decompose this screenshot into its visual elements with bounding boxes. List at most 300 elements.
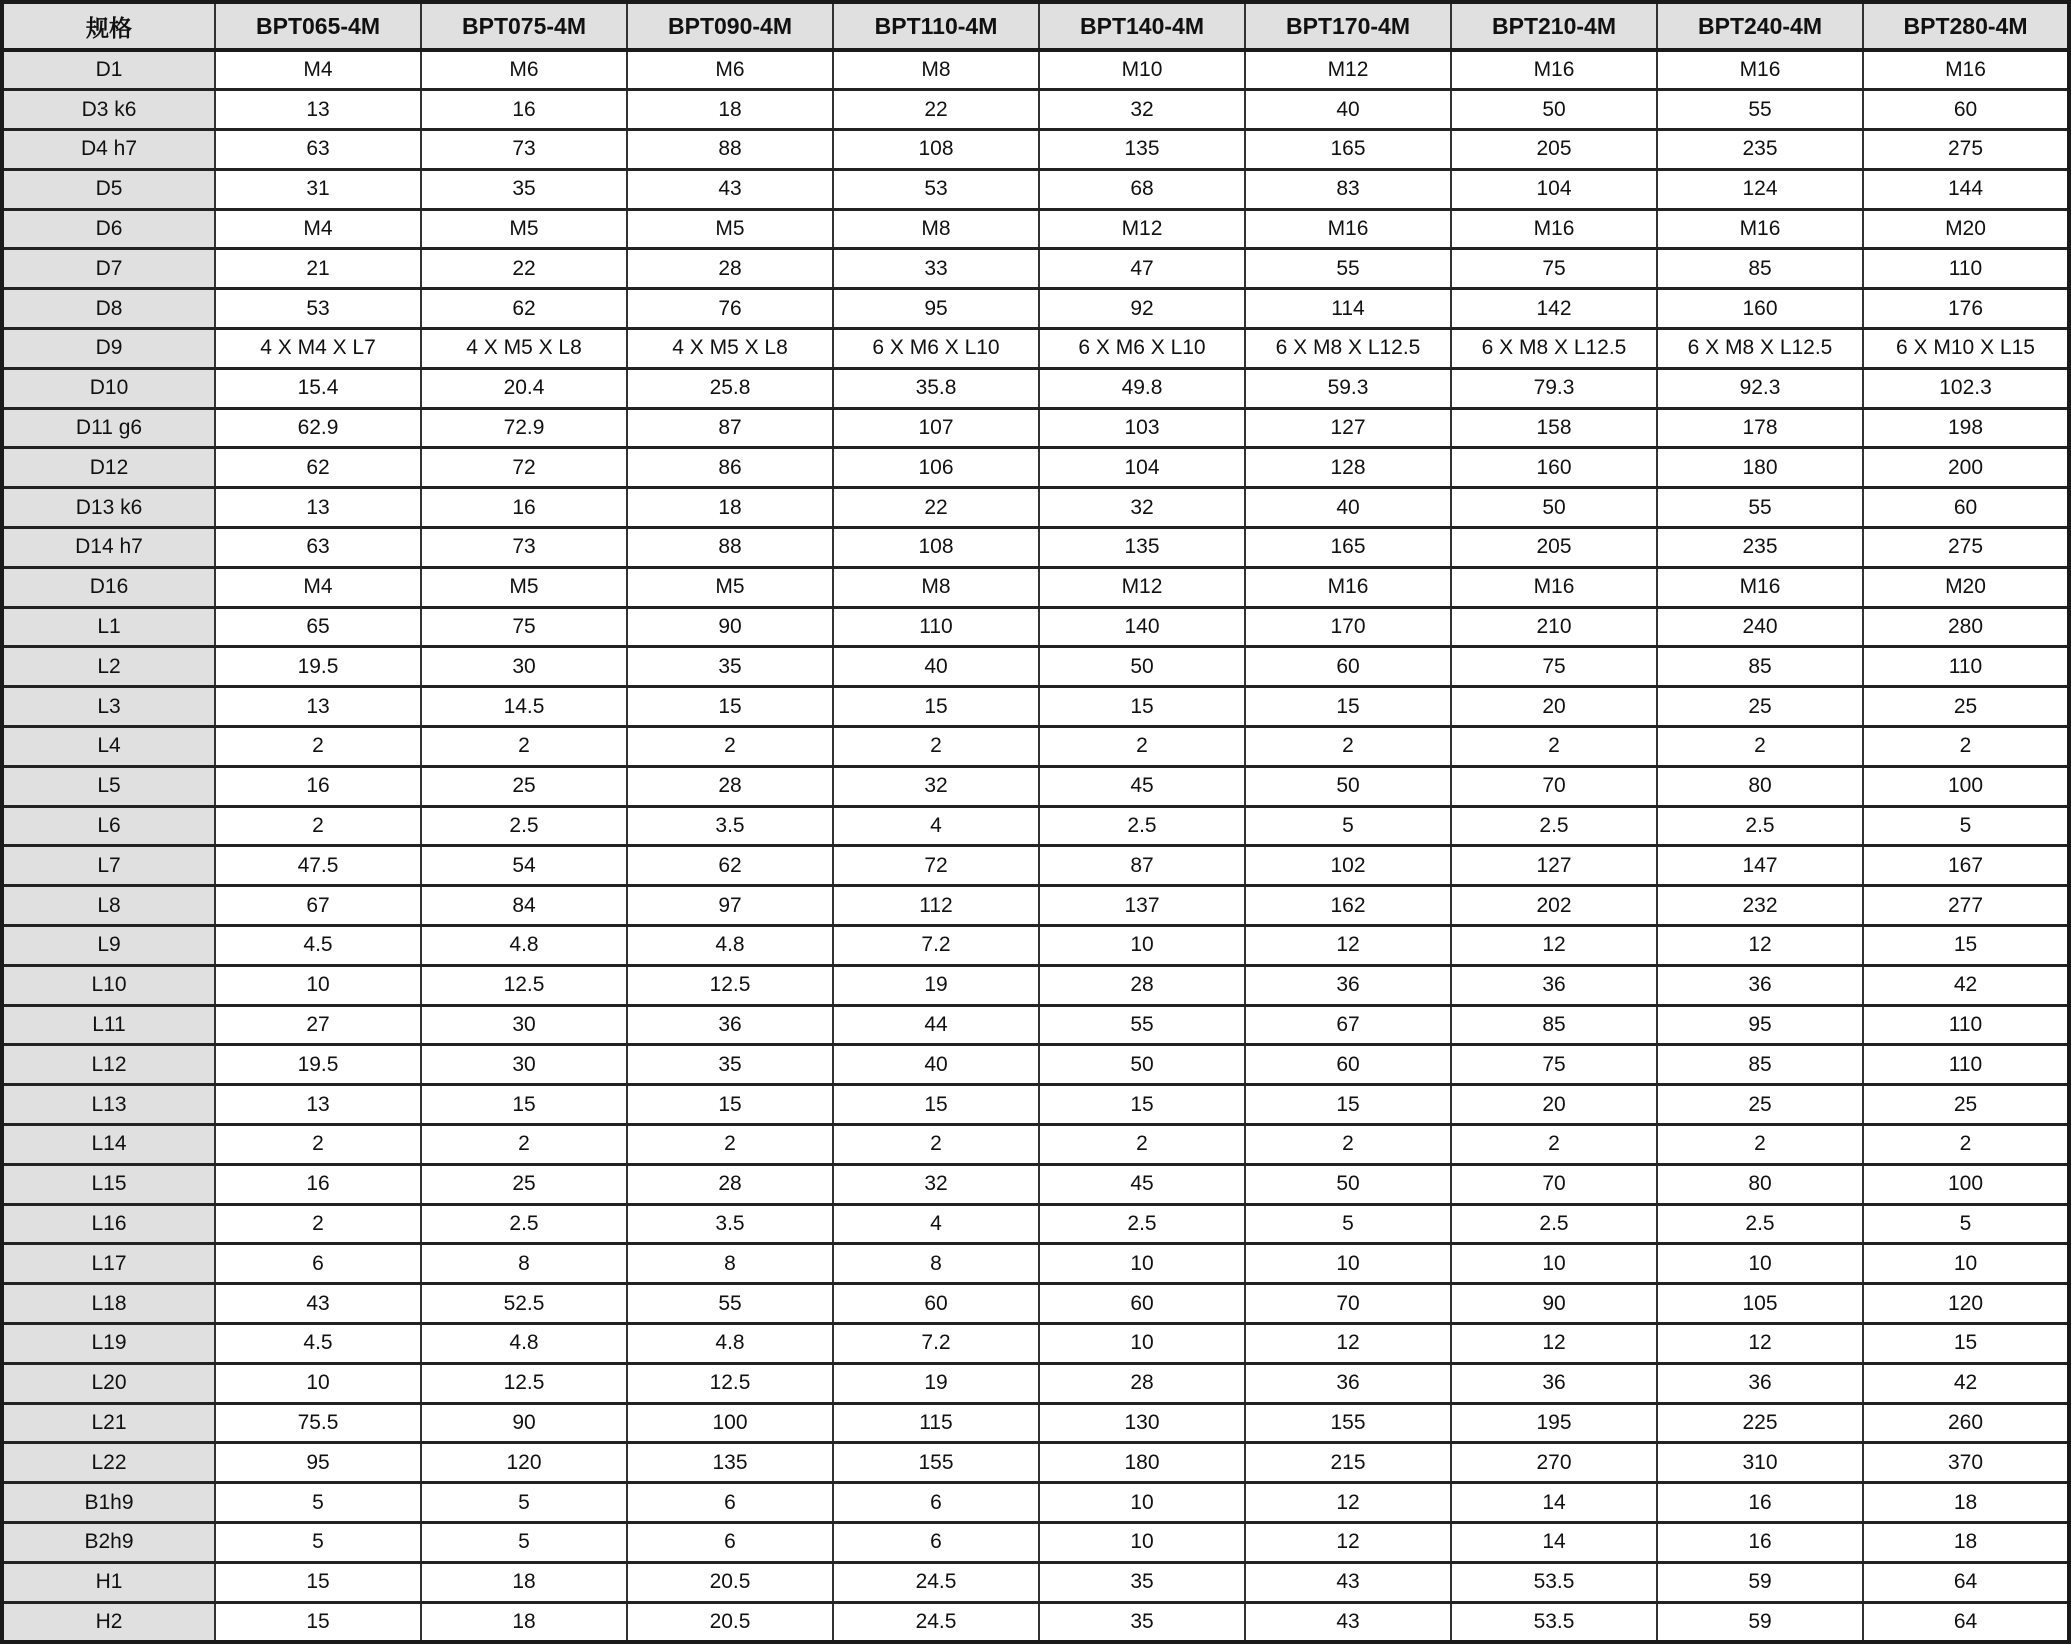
value-cell: 22 [833,488,1039,528]
table-row [2,607,2069,647]
value-cell: 5 [1245,806,1451,846]
value-cell: 104 [1451,169,1657,209]
row-label-cell: L2 [2,647,215,687]
value-cell: 165 [1245,528,1451,568]
value-cell: 75 [421,607,627,647]
row-label-cell: D8 [2,289,215,329]
table-row [2,926,2069,966]
value-cell: 198 [1863,408,2069,448]
value-cell: 40 [833,1045,1039,1085]
value-cell: 5 [1863,806,2069,846]
value-cell: 35 [627,1045,833,1085]
value-cell: 84 [421,886,627,926]
value-cell: 10 [1863,1244,2069,1284]
value-cell: 90 [627,607,833,647]
value-cell: 12 [1451,1324,1657,1364]
value-cell: 2 [1039,727,1245,767]
row-label-cell: L18 [2,1284,215,1324]
value-cell: 6 X M6 X L10 [1039,329,1245,369]
value-cell: 67 [215,886,421,926]
value-cell: 65 [215,607,421,647]
value-cell: 88 [627,528,833,568]
value-cell: 20.5 [627,1602,833,1642]
value-cell: 12 [1657,926,1863,966]
value-cell: 130 [1039,1403,1245,1443]
table-row [2,90,2069,130]
value-cell: 87 [1039,846,1245,886]
value-cell: 4 [833,1204,1039,1244]
value-cell: 135 [1039,528,1245,568]
value-cell: M16 [1451,50,1657,90]
row-label-cell: L19 [2,1324,215,1364]
value-cell: 2.5 [1451,806,1657,846]
row-label-cell: L6 [2,806,215,846]
value-cell: 162 [1245,886,1451,926]
table-row [2,1284,2069,1324]
value-cell: 10 [1657,1244,1863,1284]
value-cell: 73 [421,130,627,170]
value-cell: 32 [1039,90,1245,130]
table-row [2,687,2069,727]
value-cell: M20 [1863,567,2069,607]
value-cell: 8 [627,1244,833,1284]
value-cell: 7.2 [833,1324,1039,1364]
value-cell: 18 [1863,1483,2069,1523]
value-cell: 2 [421,1125,627,1165]
value-cell: 2 [627,1125,833,1165]
value-cell: M16 [1245,209,1451,249]
table-row [2,1204,2069,1244]
value-cell: 83 [1245,169,1451,209]
value-cell: 3.5 [627,806,833,846]
row-label-cell: D1 [2,50,215,90]
value-cell: 25 [421,1164,627,1204]
value-cell: 135 [1039,130,1245,170]
value-cell: 2 [1451,1125,1657,1165]
value-cell: 59 [1657,1562,1863,1602]
value-cell: 205 [1451,130,1657,170]
value-cell: 275 [1863,528,2069,568]
row-label-cell: L1 [2,607,215,647]
table-row [2,886,2069,926]
value-cell: M16 [1657,567,1863,607]
value-cell: M6 [627,50,833,90]
value-cell: 10 [1039,1522,1245,1562]
table-row [2,408,2069,448]
value-cell: 43 [215,1284,421,1324]
table-row [2,1045,2069,1085]
value-cell: 100 [1863,766,2069,806]
value-cell: M8 [833,50,1039,90]
table-row [2,1363,2069,1403]
value-cell: 2.5 [1657,1204,1863,1244]
value-cell: 50 [1245,766,1451,806]
value-cell: 12 [1451,926,1657,966]
table-row [2,249,2069,289]
value-cell: 165 [1245,130,1451,170]
value-cell: 33 [833,249,1039,289]
row-label-cell: D11 g6 [2,408,215,448]
value-cell: 49.8 [1039,368,1245,408]
row-label-cell: D6 [2,209,215,249]
value-cell: 15 [1863,926,2069,966]
value-cell: 43 [1245,1602,1451,1642]
table-row [2,1483,2069,1523]
row-label-cell: B2h9 [2,1522,215,1562]
value-cell: 15 [1863,1324,2069,1364]
value-cell: 75 [1451,249,1657,289]
value-cell: 6 [833,1522,1039,1562]
table-row [2,528,2069,568]
table-row [2,1443,2069,1483]
value-cell: 137 [1039,886,1245,926]
table-row [2,727,2069,767]
table-row [2,806,2069,846]
value-cell: 28 [627,1164,833,1204]
row-label-cell: L17 [2,1244,215,1284]
value-cell: 22 [421,249,627,289]
value-cell: 10 [1039,1244,1245,1284]
value-cell: 60 [1863,488,2069,528]
value-cell: 235 [1657,130,1863,170]
table-row [2,448,2069,488]
value-cell: 87 [627,408,833,448]
table-row [2,766,2069,806]
value-cell: 28 [627,766,833,806]
value-cell: 2 [215,806,421,846]
value-cell: 6 [627,1522,833,1562]
value-cell: 4 [833,806,1039,846]
row-label-cell: L22 [2,1443,215,1483]
value-cell: 120 [1863,1284,2069,1324]
value-cell: 210 [1451,607,1657,647]
value-cell: M16 [1451,567,1657,607]
row-label-cell: D13 k6 [2,488,215,528]
value-cell: 4.5 [215,926,421,966]
value-cell: 14 [1451,1522,1657,1562]
value-cell: 50 [1245,1164,1451,1204]
value-cell: 128 [1245,448,1451,488]
value-cell: 36 [1245,1363,1451,1403]
value-cell: 2.5 [1039,1204,1245,1244]
column-header-cell: BPT140-4M [1039,2,1245,50]
value-cell: 15 [215,1562,421,1602]
value-cell: 110 [1863,647,2069,687]
value-cell: 59 [1657,1602,1863,1642]
value-cell: 6 X M6 X L10 [833,329,1039,369]
corner-header-cell: 规格 [2,2,215,50]
value-cell: 19 [833,965,1039,1005]
value-cell: 16 [421,488,627,528]
value-cell: 15 [833,1085,1039,1125]
value-cell: 44 [833,1005,1039,1045]
value-cell: 240 [1657,607,1863,647]
table-row [2,130,2069,170]
value-cell: 180 [1039,1443,1245,1483]
value-cell: 68 [1039,169,1245,209]
value-cell: 12 [1245,926,1451,966]
value-cell: 52.5 [421,1284,627,1324]
value-cell: 47 [1039,249,1245,289]
column-header-cell: BPT065-4M [215,2,421,50]
value-cell: 63 [215,528,421,568]
value-cell: M8 [833,209,1039,249]
value-cell: 35 [421,169,627,209]
value-cell: 6 [215,1244,421,1284]
value-cell: 92 [1039,289,1245,329]
value-cell: M10 [1039,50,1245,90]
value-cell: 2 [1451,727,1657,767]
value-cell: 35 [627,647,833,687]
column-header-cell: BPT090-4M [627,2,833,50]
value-cell: 4 X M5 X L8 [421,329,627,369]
value-cell: 42 [1863,965,2069,1005]
table-row [2,1403,2069,1443]
table-row [2,1562,2069,1602]
value-cell: M20 [1863,209,2069,249]
value-cell: 18 [627,90,833,130]
value-cell: 55 [627,1284,833,1324]
value-cell: 2 [1039,1125,1245,1165]
value-cell: 112 [833,886,1039,926]
value-cell: 103 [1039,408,1245,448]
value-cell: 275 [1863,130,2069,170]
value-cell: 2 [215,727,421,767]
value-cell: 4 X M4 X L7 [215,329,421,369]
value-cell: 10 [1245,1244,1451,1284]
value-cell: 108 [833,528,1039,568]
value-cell: 127 [1245,408,1451,448]
value-cell: 16 [421,90,627,130]
value-cell: 63 [215,130,421,170]
row-label-cell: L13 [2,1085,215,1125]
value-cell: 15 [1245,687,1451,727]
row-label-cell: D10 [2,368,215,408]
value-cell: 15.4 [215,368,421,408]
value-cell: 2 [1863,1125,2069,1165]
value-cell: 280 [1863,607,2069,647]
value-cell: 178 [1657,408,1863,448]
value-cell: 4.8 [421,1324,627,1364]
value-cell: 32 [833,766,1039,806]
value-cell: 2 [627,727,833,767]
value-cell: 47.5 [215,846,421,886]
value-cell: 90 [1451,1284,1657,1324]
table-row [2,169,2069,209]
value-cell: 70 [1245,1284,1451,1324]
value-cell: 53.5 [1451,1562,1657,1602]
value-cell: 80 [1657,766,1863,806]
value-cell: 86 [627,448,833,488]
row-label-cell: L9 [2,926,215,966]
table-row [2,1522,2069,1562]
value-cell: 27 [215,1005,421,1045]
value-cell: 4.8 [627,926,833,966]
value-cell: 12 [1245,1483,1451,1523]
value-cell: 6 X M8 X L12.5 [1451,329,1657,369]
value-cell: 10 [1039,1324,1245,1364]
value-cell: 64 [1863,1562,2069,1602]
value-cell: 15 [215,1602,421,1642]
value-cell: 15 [833,687,1039,727]
value-cell: 14 [1451,1483,1657,1523]
value-cell: 2.5 [421,1204,627,1244]
value-cell: 205 [1451,528,1657,568]
value-cell: 5 [421,1522,627,1562]
value-cell: M5 [627,567,833,607]
value-cell: 30 [421,1005,627,1045]
value-cell: 4 X M5 X L8 [627,329,833,369]
value-cell: 13 [215,1085,421,1125]
table-row [2,965,2069,1005]
value-cell: 2 [215,1125,421,1165]
value-cell: 104 [1039,448,1245,488]
table-row [2,368,2069,408]
value-cell: 4.8 [627,1324,833,1364]
value-cell: 50 [1451,90,1657,130]
value-cell: 43 [1245,1562,1451,1602]
value-cell: 19.5 [215,1045,421,1085]
row-label-cell: D12 [2,448,215,488]
value-cell: 53 [215,289,421,329]
value-cell: M12 [1039,567,1245,607]
value-cell: 170 [1245,607,1451,647]
value-cell: 114 [1245,289,1451,329]
table-row [2,1085,2069,1125]
value-cell: 107 [833,408,1039,448]
value-cell: 160 [1657,289,1863,329]
value-cell: 147 [1657,846,1863,886]
value-cell: 21 [215,249,421,289]
value-cell: M16 [1451,209,1657,249]
value-cell: M16 [1657,50,1863,90]
value-cell: 25 [1657,1085,1863,1125]
value-cell: 135 [627,1443,833,1483]
value-cell: 2 [1245,727,1451,767]
value-cell: 92.3 [1657,368,1863,408]
value-cell: 14.5 [421,687,627,727]
value-cell: 60 [1039,1284,1245,1324]
value-cell: 73 [421,528,627,568]
value-cell: 85 [1657,647,1863,687]
value-cell: 16 [1657,1522,1863,1562]
value-cell: 8 [833,1244,1039,1284]
value-cell: 75 [1451,647,1657,687]
value-cell: 108 [833,130,1039,170]
value-cell: 32 [1039,488,1245,528]
value-cell: 72 [421,448,627,488]
value-cell: M16 [1863,50,2069,90]
value-cell: 50 [1451,488,1657,528]
value-cell: 62 [215,448,421,488]
value-cell: 18 [421,1602,627,1642]
value-cell: 2 [215,1204,421,1244]
value-cell: 155 [833,1443,1039,1483]
value-cell: 53.5 [1451,1602,1657,1642]
row-label-cell: L15 [2,1164,215,1204]
value-cell: 155 [1245,1403,1451,1443]
value-cell: 5 [421,1483,627,1523]
value-cell: 12.5 [627,965,833,1005]
column-header-cell: BPT280-4M [1863,2,2069,50]
value-cell: 62 [627,846,833,886]
value-cell: M6 [421,50,627,90]
row-label-cell: D3 k6 [2,90,215,130]
value-cell: 24.5 [833,1602,1039,1642]
value-cell: 88 [627,130,833,170]
value-cell: M4 [215,567,421,607]
value-cell: M4 [215,50,421,90]
value-cell: 100 [627,1403,833,1443]
value-cell: 43 [627,169,833,209]
value-cell: 10 [215,1363,421,1403]
value-cell: 36 [1245,965,1451,1005]
value-cell: 5 [1245,1204,1451,1244]
row-label-cell: D7 [2,249,215,289]
value-cell: 70 [1451,766,1657,806]
row-label-cell: L8 [2,886,215,926]
value-cell: 105 [1657,1284,1863,1324]
row-label-cell: D16 [2,567,215,607]
value-cell: 40 [1245,488,1451,528]
value-cell: 180 [1657,448,1863,488]
value-cell: 53 [833,169,1039,209]
table-header [2,2,2069,50]
value-cell: 15 [1039,687,1245,727]
table-row [2,1005,2069,1045]
value-cell: 102 [1245,846,1451,886]
value-cell: 15 [627,687,833,727]
value-cell: 167 [1863,846,2069,886]
value-cell: 24.5 [833,1562,1039,1602]
row-label-cell: L20 [2,1363,215,1403]
value-cell: 22 [833,90,1039,130]
value-cell: 25 [1657,687,1863,727]
value-cell: 31 [215,169,421,209]
value-cell: 45 [1039,766,1245,806]
row-label-cell: L11 [2,1005,215,1045]
value-cell: 13 [215,687,421,727]
value-cell: 90 [421,1403,627,1443]
value-cell: 144 [1863,169,2069,209]
value-cell: 36 [1657,965,1863,1005]
value-cell: 260 [1863,1403,2069,1443]
row-label-cell: D4 h7 [2,130,215,170]
value-cell: 16 [215,1164,421,1204]
value-cell: 75.5 [215,1403,421,1443]
value-cell: 25 [1863,1085,2069,1125]
row-label-cell: L21 [2,1403,215,1443]
value-cell: M4 [215,209,421,249]
value-cell: 235 [1657,528,1863,568]
value-cell: 18 [1863,1522,2069,1562]
value-cell: 4.8 [421,926,627,966]
value-cell: 20 [1451,687,1657,727]
value-cell: 2 [833,1125,1039,1165]
row-label-cell: L10 [2,965,215,1005]
value-cell: 55 [1245,249,1451,289]
value-cell: 200 [1863,448,2069,488]
value-cell: 100 [1863,1164,2069,1204]
value-cell: 36 [1657,1363,1863,1403]
value-cell: 79.3 [1451,368,1657,408]
value-cell: 106 [833,448,1039,488]
value-cell: 18 [421,1562,627,1602]
value-cell: 215 [1245,1443,1451,1483]
value-cell: 42 [1863,1363,2069,1403]
table-row [2,1164,2069,1204]
value-cell: M8 [833,567,1039,607]
